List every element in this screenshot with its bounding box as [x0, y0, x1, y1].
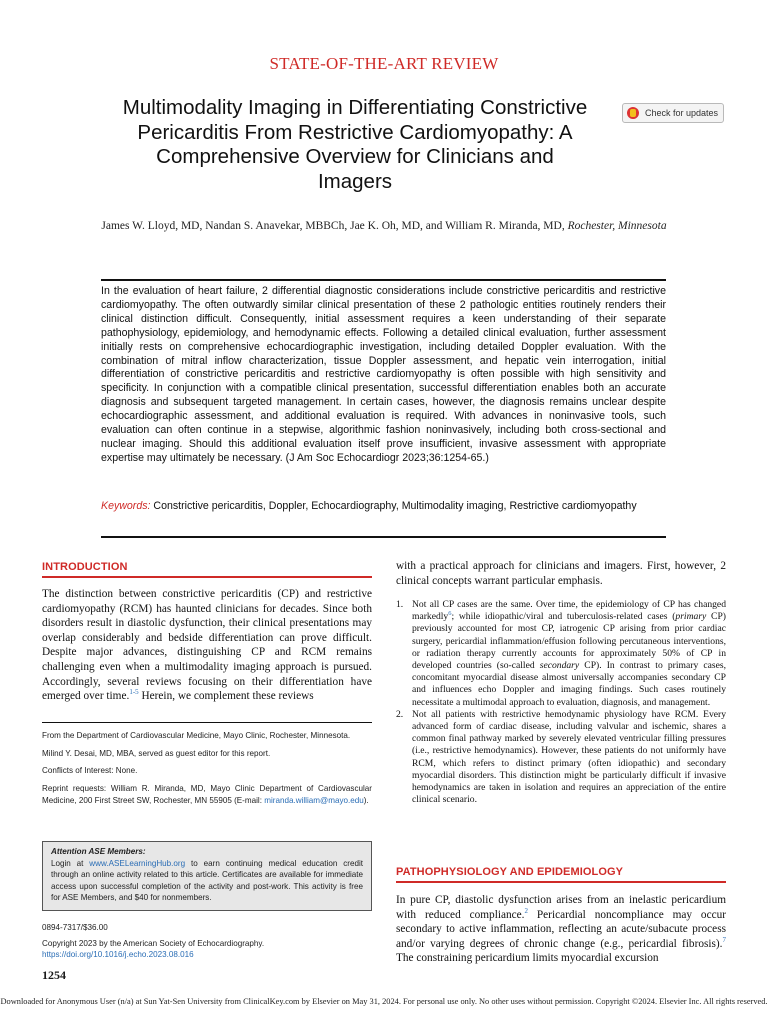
ase-box-title: Attention ASE Members:: [51, 847, 146, 856]
reference-link[interactable]: 1-5: [129, 688, 139, 697]
crossmark-icon: [627, 107, 639, 119]
keywords-list: Constrictive pericarditis, Doppler, Echocardiography, Multimodality imaging, Restrictive cardiomyopathy: [153, 500, 637, 512]
reference-link[interactable]: 6: [448, 610, 452, 618]
concept-list: [396, 599, 726, 806]
authors-location: Rochester, Minnesota: [567, 220, 667, 232]
introduction-rule: [42, 576, 372, 578]
introduction-paragraph: [42, 587, 372, 704]
abstract: In the evaluation of heart failure, 2 differential diagnostic considerations include constrictive pericarditis and restrictive cardiomyopathy. The often outwardly similar clinical presentation of these 2 pathologic entities routinely renders their clinical distinction difficult. Consequently, initial assessment requires a keen understanding of their separate pathophysiology, epidemiology, and hemodynamic effects. Following a detailed clinical evaluation, further assessment initially rests on comprehensive echocardiographic investigation, including detailed Doppler evaluation. With the combination of mitral inflow characterization, tissue Doppler assessment, and hepatic vein interrogation, initial differentiation of constrictive pericarditis and restrictive cardiomyopathy is often possible with high sensitivity and specificity. In conjunction with a compatible clinical presentation, successful differentiation enables both an accurate diagnosis and subsequent targeted management. In certain cases, however, the diagnosis remains unclear despite echocardiographic assessment, and additional evaluation is required. With advances in noninvasive tools, such evaluation can often continue in a stepwise, algorithmic fashion noninvasively, including both cross-sectional and nuclear imaging. Should this additional evaluation itself prove insufficient, invasive assessment with appropriate expertise may ultimately be necessary. (J Am Soc Echocardiogr 2023;36:1254-65.): [101, 285, 666, 464]
publication-info: [42, 922, 372, 961]
introduction-heading: INTRODUCTION: [42, 561, 128, 573]
download-notice: Downloaded for Anonymous User (n/a) at Sun Yat-Sen University from ClinicalKey.com by Elsevier on May 31, 2024. For personal use only. No other uses without permission. Copyright ©2024. Elsevier Inc. All rights reserved.: [0, 997, 768, 1006]
footnote-rule: [42, 722, 372, 723]
authors-names: James W. Lloyd, MD, Nandan S. Anavekar, MBBCh, Jae K. Oh, MD, and William R. Miranda, MD,: [101, 220, 565, 232]
pathophysiology-paragraph: In pure CP, diastolic dysfunction arises from an inelastic pericardium with reduced compliance.$^2$ Pericardial noncompliance may occur secondary to active inflammation, reflecting an acute/subacute process and/or varying degrees of chronic change (e.g., pericardial fibrosis).$^7$ The constraining pericardium limits myocardial excursion: [396, 894, 727, 965]
issn: 0894-7317/$36.00: [42, 923, 108, 932]
check-for-updates-button[interactable]: [622, 103, 724, 123]
ase-box-text: Login at www.ASELearningHub.org to earn continuing medical education credit through an online activity related to this article. Certificates are available for immediate access upon successful completion of the activity and post-work. This activity is free for ASE Members, and $40 for nonmembers.: [51, 858, 363, 902]
author-list: [90, 218, 678, 234]
guest-editor-note: Milind Y. Desai, MD, MBA, served as guest editor for this report.: [42, 748, 271, 758]
list-item: 1. Not all CP cases are the same. Over time, the epidemiology of CP has changed markedly$^6$; while idiopathic/viral and tuberculosis-related cases (primary CP) previously accounted for most CP, iatrogenic CP arising from prior cardiac surgery, pericardial inflammation/effusion following percutaneous interventions, or radiation therapy currently accounts for approximately 50% of CP in developed countries (so-called secondary CP). In contrast to primary cases, concomitant myocardial disease almost universally accompanies secondary CP and influences echo Doppler and imaging findings. Such cases routinely necessitate a multimodal approach to evaluation, diagnosis, and management.: [396, 599, 726, 708]
copyright: Copyright 2023 by the American Society of Echocardiography.: [42, 938, 265, 948]
reference-link[interactable]: 7: [722, 936, 726, 945]
keywords-label: Keywords:: [101, 500, 151, 512]
reference-link[interactable]: 2: [524, 906, 528, 915]
reprint-note: Reprint requests: William R. Miranda, MD, Mayo Clinic Department of Cardiovascular Medicine, 200 First Street SW, Rochester, MN 55905 (E-mail: miranda.william@mayo.edu).: [42, 784, 372, 805]
doi-link[interactable]: https://doi.org/10.1016/j.echo.2023.08.016: [42, 950, 194, 960]
section-label: STATE-OF-THE-ART REVIEW: [269, 54, 499, 73]
page-number: 1254: [42, 968, 66, 982]
abstract-bottom-rule: [101, 536, 666, 538]
pathophysiology-rule: [396, 881, 726, 883]
conflicts-note: Conflicts of Interest: None.: [42, 766, 138, 776]
keywords: [101, 499, 666, 513]
ase-learning-hub-link[interactable]: www.ASELearningHub.org: [89, 858, 186, 868]
affiliation-note: From the Department of Cardiovascular Medicine, Mayo Clinic, Rochester, Minnesota.: [42, 731, 351, 740]
ase-members-box: [42, 841, 372, 911]
list-item: 2. Not all patients with restrictive hemodynamic physiology have RCM. Every advanced form of cardiac disease, including valvular and ischemic, shares a common final pathway marked by severely elevated ventricular filling pressures (i.e., restrictive hemodynamics). However, these patients do not uniformly have RCM, which refers to distinct primary (often idiopathic) and secondary myocardial disorders. This distinction might be particularly difficult if invasive hemodynamics are taken in isolation and requires an appreciation of the entire clinical scenario.: [396, 708, 726, 806]
footnotes: [42, 730, 372, 813]
introduction-text: The distinction between constrictive pericarditis (CP) and restrictive cardiomyopathy (RCM) has haunted clinicians for decades. Since both disorders result in diastolic dysfunction, their clinical presentations may overlap considerably and bedside differentiation can prove difficult. Despite major advances, distinguishing CP and RCM remains challenging even when a multimodality imaging approach is pursued. Accordingly, several reviews focusing on their differentiation have emerged over time.: [42, 588, 372, 703]
abstract-top-rule: [101, 279, 666, 281]
pathophysiology-heading: PATHOPHYSIOLOGY AND EPIDEMIOLOGY: [396, 866, 624, 878]
reprint-email-link[interactable]: miranda.william@mayo.edu: [264, 795, 364, 805]
introduction-text-tail: Herein, we complement these reviews: [138, 690, 314, 703]
intro-continuation: with a practical approach for clinicians and imagers. First, however, 2 clinical concepts warrant particular emphasis.: [396, 560, 726, 587]
check-for-updates-label: Check for updates: [645, 108, 719, 118]
article-title: Multimodality Imaging in Differentiating Constrictive Pericarditis From Restrictive Cardiomyopathy: A Comprehensive Overview for Clinicians and Imagers: [122, 96, 588, 193]
